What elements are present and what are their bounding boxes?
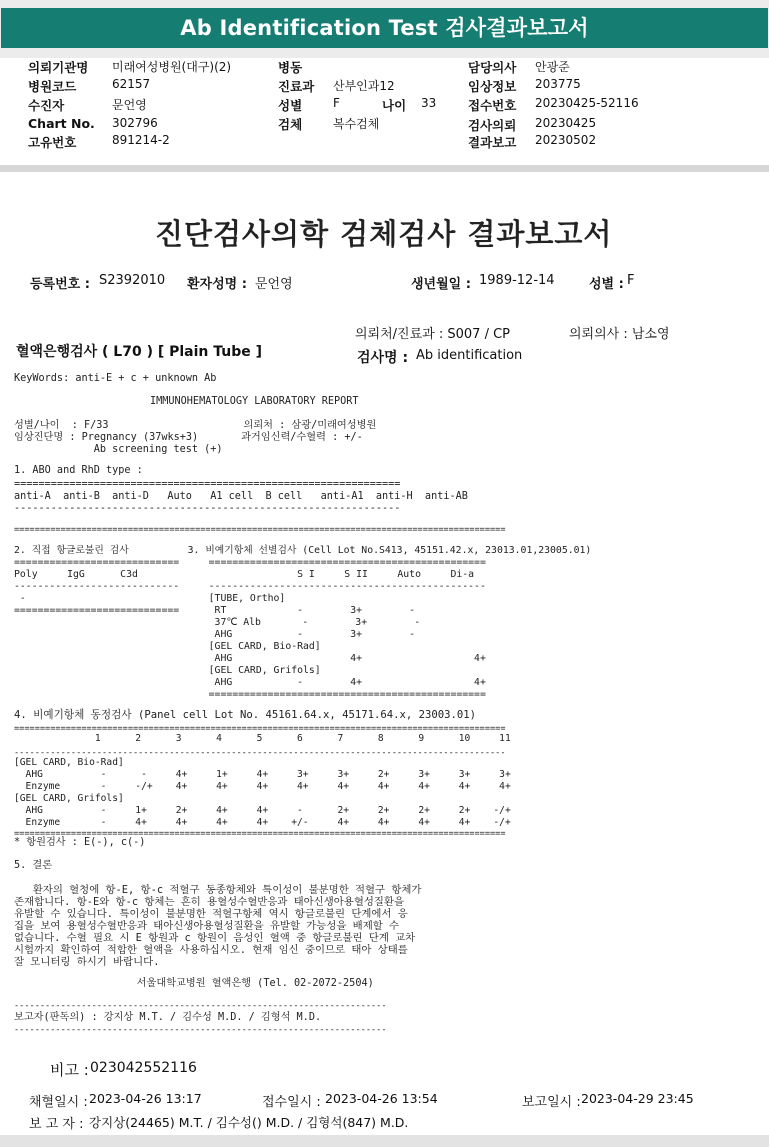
collect-label: 채혈일시 : <box>29 1095 88 1110</box>
name-label: 환자성명 : <box>187 277 247 292</box>
line-panel-grifols: [GEL CARD, Grifols] <box>14 793 124 804</box>
line-panel-enz1: Enzyme - -/+ 4+ 4+ 4+ 4+ 4+ 4+ 4+ 4+ 4+ <box>14 781 511 792</box>
lab-contact-wrap <box>14 978 374 990</box>
line-c1: 환자의 혈청에 항-E, 항-c 적혈구 동종항체와 특이성이 불분명한 적혈구 항체가 <box>14 884 422 896</box>
clinical-label: 임상정보 <box>468 79 517 94</box>
dob-value: 1989-12-14 <box>479 273 555 288</box>
chart-label: Chart No. <box>28 116 95 131</box>
line-panel-title: 4. 비예기항체 동정검사 (Panel cell Lot No. 45161.64.x, 45171.64.x, 23003.01) <box>14 709 477 721</box>
test-name-value: Ab identification <box>416 348 523 363</box>
line-c7: 잘 모니터링 하시기 바랍니다. <box>14 956 160 968</box>
line-reporter-rule-top: ------------------------------------------------------------------------ <box>14 1001 387 1011</box>
code-value: 62157 <box>112 77 151 91</box>
antigen-line-wrap <box>14 837 145 849</box>
abo-section <box>14 465 468 515</box>
reg-label: 등록번호 : <box>30 277 90 292</box>
line-reporter: 보고자(판독의) : 강지상 M.T. / 김수성 M.D. / 김형석 M.D. <box>14 1012 322 1023</box>
reporter-label: 보 고 자 : <box>29 1117 84 1132</box>
unique-value: 891214-2 <box>112 133 170 147</box>
line-tube: - [TUBE, Ortho] <box>14 593 286 604</box>
memo-value: 023042552116 <box>90 1060 197 1076</box>
line-keywords: KeyWords: anti-E + c + unknown Ab <box>14 373 217 384</box>
chart-value: 302796 <box>112 116 158 130</box>
code-label: 병원코드 <box>28 79 77 94</box>
sex-label: 성별 <box>278 98 303 113</box>
line-sec23-head: Poly IgG C3d S I S II Auto Di-a <box>14 569 475 580</box>
line-rt: ============================ RT - 3+ - <box>14 605 416 616</box>
patient-info-block <box>0 58 769 165</box>
unique-label: 고유번호 <box>28 135 77 150</box>
collect-value: 2023-04-26 13:17 <box>89 1091 202 1106</box>
receipt-value: 20230425-52116 <box>535 96 639 110</box>
line-ab-screen: Ab screening test (+) <box>14 444 223 455</box>
line-c2: 존재합니다. 항-E와 항-c 항체는 흔히 용혈성수혈반응과 태아신생아용혈성질환을 <box>14 896 405 908</box>
line-panel-enz2: Enzyme - 4+ 4+ 4+ 4+ +/- 4+ 4+ 4+ 4+ -/+ <box>14 817 511 828</box>
line-panel-rule: =============================================================================================== <box>14 724 506 734</box>
bottom-bar <box>0 1135 769 1147</box>
dat-screen-section <box>14 545 591 701</box>
conclusion-title-wrap <box>14 860 52 872</box>
line-sec23-title: 2. 직접 항글로불린 검사 3. 비예기항체 선별검사 (Cell Lot No.S413, 45151.42.x, 23013.01,23005.01) <box>14 545 592 556</box>
line-antigen: * 항원검사 : E(-), c(-) <box>14 837 146 848</box>
abo-end-rule <box>14 524 506 536</box>
line-panel-dash: ----------------------------------------------------------------------------------------------- <box>14 748 506 758</box>
age-label: 나이 <box>382 98 407 113</box>
result-value: 20230502 <box>535 133 597 147</box>
clinical-value: 203775 <box>535 77 581 91</box>
line-c4: 집을 보여 용혈성수혈반응과 태아신생아용혈성질환을 유발할 가능성을 배제할 수 <box>14 920 400 932</box>
line-panel-ahg2: AHG - 1+ 2+ 4+ 4+ - 2+ 2+ 2+ 2+ -/+ <box>14 805 511 816</box>
line-abo-rule: =============================================================== <box>14 479 401 490</box>
line-reporter-rule-bottom: ------------------------------------------------------------------------ <box>14 1025 387 1035</box>
reporter-rule-bottom-wrap <box>14 1024 387 1036</box>
ward-label: 병동 <box>278 60 303 75</box>
line-c3: 유발할 수 있습니다. 특이성이 불분명한 적혈구항체 역시 항글로불린 단계에서 응 <box>14 908 408 920</box>
line-sec3-end: =============================================== <box>14 689 486 700</box>
line-lab-contact: 서울대학교병원 혈액은행 (Tel. 02-2072-2504) <box>14 978 374 989</box>
accept-label: 접수일시 : <box>262 1095 321 1110</box>
line-panel-end: =============================================================================================== <box>14 829 506 839</box>
test-group: 혈액은행검사 ( L70 ) [ Plain Tube ] <box>16 344 263 360</box>
line-ahg1: AHG - 3+ - <box>14 629 416 640</box>
specimen-label: 검체 <box>278 117 303 132</box>
reporter-line-wrap <box>14 1012 321 1024</box>
memo-label: 비고 : <box>50 1061 89 1079</box>
accept-value: 2023-04-26 13:54 <box>325 1091 438 1106</box>
line-sec23-rule: ============================ =============================================== <box>14 557 486 568</box>
sex-label-report: 성별 : <box>589 277 624 292</box>
reporter-rule-top-wrap <box>14 1000 387 1012</box>
lab-report-title-wrap <box>150 396 359 408</box>
line-sec23-dash: ---------------------------- ----------------------------------------------- <box>14 581 486 592</box>
line-conclusion-title: 5. 결론 <box>14 860 53 871</box>
line-37: 37℃ Alb - 3+ - <box>14 617 421 628</box>
report-title: 진단검사의학 검체검사 결과보고서 <box>155 217 613 251</box>
conclusion-body <box>14 884 421 968</box>
doctor-label: 담당의사 <box>468 60 517 75</box>
section-divider <box>0 165 769 172</box>
dept-value: 산부인과12 <box>333 79 395 93</box>
line-abo-title: 1. ABO and RhD type : <box>14 465 143 476</box>
line-c5: 없습니다. 수혈 필요 시 E 항원과 c 항원이 음성인 혈액 중 항글로불린 단계 교차 <box>14 932 416 944</box>
reg-value: S2392010 <box>99 273 166 288</box>
clinical-block <box>14 420 376 456</box>
line-c6: 시험까지 확인하여 적합한 혈액을 사용하십시오. 현재 임신 중이므로 태아 상태를 <box>14 944 408 956</box>
hospital-value: 미래여성병원(대구)(2) <box>112 60 232 74</box>
scanned-report <box>0 172 769 1135</box>
reporter-value: 강지상(24465) M.T. / 김수성() M.D. / 김형석(847) M.D. <box>89 1115 409 1130</box>
request-value: 20230425 <box>535 116 597 130</box>
report-body-text <box>14 373 216 385</box>
line-gel-biorad: [GEL CARD, Bio-Rad] <box>14 641 321 652</box>
line-sex-age: 성별/나이 : F/33 의뢰처 : 삼광/미래여성병원 <box>14 420 377 431</box>
dept-label: 진료과 <box>278 79 315 94</box>
line-abo-end: =============================================================================================== <box>14 525 506 535</box>
line-diagnosis: 임상진단명 : Pregnancy (37wks+3) 과거임신력/수혈력 : +/- <box>14 432 363 443</box>
name-value: 문언영 <box>255 277 293 292</box>
patient-value: 문언영 <box>112 98 147 112</box>
sex-value-report: F <box>627 273 635 288</box>
test-name-label: 검사명 : <box>357 350 409 366</box>
line-abo-head: anti-A anti-B anti-D Auto A1 cell B cell anti-A1 anti-H anti-AB <box>14 491 468 502</box>
line-panel-biorad: [GEL CARD, Bio-Rad] <box>14 757 124 768</box>
header-banner <box>0 0 769 58</box>
line-panel-head: 1 2 3 4 5 6 7 8 9 10 11 <box>14 733 511 744</box>
doctor-value: 안광준 <box>535 60 570 74</box>
request-label: 검사의뢰 <box>468 118 517 133</box>
panel-table <box>14 733 511 745</box>
line-ahg3: AHG - 4+ 4+ <box>14 677 486 688</box>
sex-value: F <box>333 96 340 110</box>
line-abo-dash: --------------------------------------------------------------- <box>14 503 401 514</box>
dob-label: 생년월일 : <box>411 277 471 292</box>
hospital-label: 의뢰기관명 <box>28 60 89 75</box>
age-value: 33 <box>421 96 437 110</box>
panel-rows <box>14 757 511 829</box>
dept-text: 의뢰처/진료과 : S007 / CP <box>355 327 510 342</box>
banner-title: Ab Identification Test 검사결과보고서 <box>1 8 768 48</box>
line-lab-title: IMMUNOHEMATOLOGY LABORATORY REPORT <box>150 396 359 407</box>
panel-title-wrap <box>14 709 476 721</box>
report-date-label: 보고일시 : <box>522 1095 581 1110</box>
specimen-value: 복수검체 <box>333 117 380 131</box>
line-panel-ahg1: AHG - - 4+ 1+ 4+ 3+ 3+ 2+ 3+ 3+ 3+ <box>14 769 511 780</box>
doctor-text: 의뢰의사 : 남소영 <box>569 327 670 342</box>
line-ahg2: AHG 4+ 4+ <box>14 653 486 664</box>
result-label: 결과보고 <box>468 135 517 150</box>
report-date-value: 2023-04-29 23:45 <box>581 1091 694 1106</box>
line-gel-grifols: [GEL CARD, Grifols] <box>14 665 321 676</box>
patient-label: 수진자 <box>28 98 65 113</box>
receipt-label: 접수번호 <box>468 98 517 113</box>
